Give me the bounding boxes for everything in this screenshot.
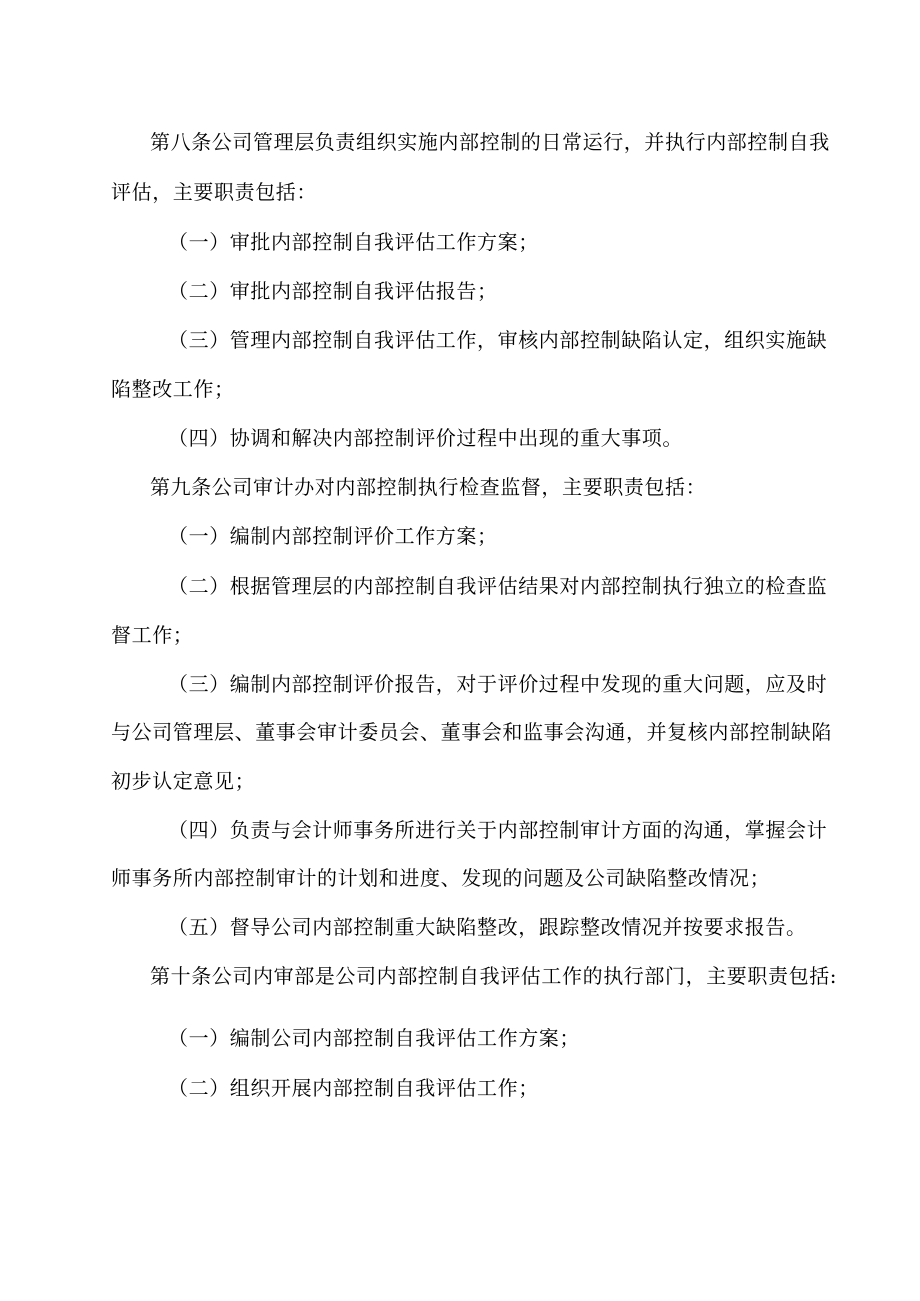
article-9-heading: 第九条公司审计办对内部控制执行检查监督，主要职责包括： bbox=[150, 475, 707, 499]
article-9-item-3: （三）编制内部控制评价报告，对于评价过程中发现的重大问题，应及时 bbox=[168, 672, 828, 696]
article-8-heading: 第八条公司管理层负责组织实施内部控制的日常运行，并执行内部控制自我 bbox=[150, 130, 830, 154]
article-8-item-2: （二）审批内部控制自我评估报告； bbox=[168, 279, 498, 303]
article-10-item-1: （一）编制公司内部控制自我评估工作方案； bbox=[168, 1026, 580, 1050]
article-9-item-3-cont-2: 初步认定意见； bbox=[111, 769, 256, 793]
article-8-item-3-cont: 陷整改工作； bbox=[111, 377, 235, 401]
article-9-item-1: （一）编制内部控制评价工作方案； bbox=[168, 524, 498, 548]
article-9-item-3-cont-1: 与公司管理层、董事会审计委员会、董事会和监事会沟通，并复核内部控制缺陷 bbox=[111, 720, 832, 744]
article-10-heading: 第十条公司内审部是公司内部控制自我评估工作的执行部门，主要职责包括: bbox=[150, 964, 838, 988]
article-8-item-1: （一）审批内部控制自我评估工作方案； bbox=[168, 230, 539, 254]
article-10-item-2: （二）组织开展内部控制自我评估工作； bbox=[168, 1076, 539, 1100]
article-9-item-5: （五）督导公司内部控制重大缺陷整改，跟踪整改情况并按要求报告。 bbox=[168, 915, 807, 939]
article-9-item-4-cont: 师事务所内部控制审计的计划和进度、发现的问题及公司缺陷整改情况； bbox=[111, 866, 771, 890]
article-9-item-2-cont: 督工作； bbox=[111, 623, 194, 647]
article-9-item-2: （二）根据管理层的内部控制自我评估结果对内部控制执行独立的检查监 bbox=[168, 574, 828, 598]
article-8-item-4: （四）协调和解决内部控制评价过程中出现的重大事项。 bbox=[168, 426, 683, 450]
article-8-heading-cont: 评估，主要职责包括： bbox=[111, 180, 317, 204]
article-8-item-3: （三）管理内部控制自我评估工作，审核内部控制缺陷认定，组织实施缺 bbox=[168, 328, 828, 352]
article-9-item-4: （四）负责与会计师事务所进行关于内部控制审计方面的沟通，掌握会计 bbox=[168, 818, 828, 842]
